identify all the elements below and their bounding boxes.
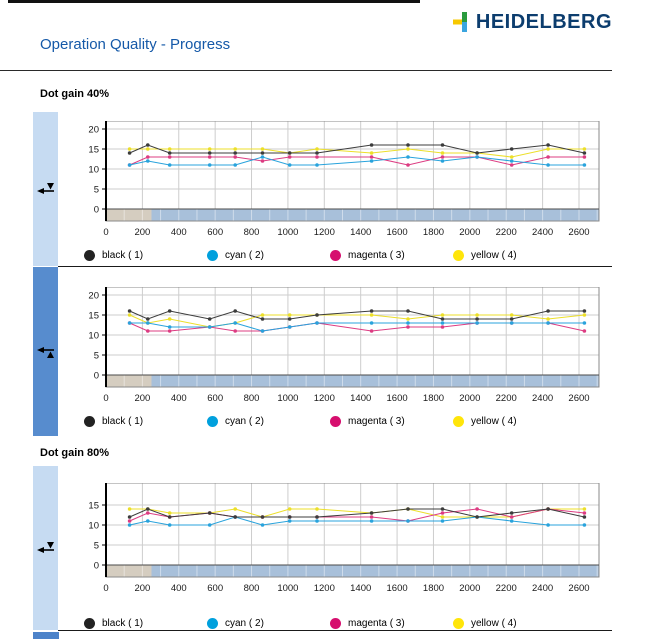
legend-label: magenta ( 3) <box>348 617 405 629</box>
legend-item <box>453 416 576 427</box>
legend-item <box>453 250 576 261</box>
svg-text:20: 20 <box>88 290 99 302</box>
dot-gain-40-front-chart <box>67 121 612 238</box>
svg-text:1400: 1400 <box>350 227 372 238</box>
svg-text:1000: 1000 <box>277 227 299 238</box>
legend <box>67 414 612 428</box>
dot-gain-80-front-chart <box>67 483 612 594</box>
svg-text:20: 20 <box>88 124 99 136</box>
svg-text:2200: 2200 <box>495 583 517 594</box>
svg-text:1800: 1800 <box>422 583 445 594</box>
legend-item <box>207 250 330 261</box>
legend-label: cyan ( 2) <box>225 415 264 427</box>
svg-text:2600: 2600 <box>568 393 590 404</box>
svg-text:800: 800 <box>243 227 260 238</box>
svg-text:1000: 1000 <box>277 393 299 404</box>
sheet-travel-front-icon <box>36 539 56 557</box>
yellow-ink-dot-icon <box>453 618 464 629</box>
legend <box>67 616 612 630</box>
magenta-ink-dot-icon <box>330 618 341 629</box>
sheet-travel-back-icon <box>36 343 56 361</box>
svg-text:0: 0 <box>93 560 99 572</box>
svg-text:200: 200 <box>134 583 151 594</box>
legend-label: yellow ( 4) <box>471 617 517 629</box>
svg-text:5: 5 <box>93 540 99 552</box>
magenta-ink-dot-icon <box>330 250 341 261</box>
heidelberg-logo-text: HEIDELBERG <box>475 11 612 33</box>
legend-item <box>453 618 576 629</box>
chart-area <box>58 112 612 266</box>
legend-label: magenta ( 3) <box>348 415 405 427</box>
svg-text:2000: 2000 <box>459 393 481 404</box>
section-dot-gain-80-front <box>33 466 612 630</box>
svg-text:2000: 2000 <box>459 227 481 238</box>
legend-label: cyan ( 2) <box>225 617 264 629</box>
section-title-dot-gain-80: Dot gain 80% <box>40 447 110 459</box>
legend-label: magenta ( 3) <box>348 249 405 261</box>
heidelberg-plus-icon <box>453 12 475 33</box>
svg-text:800: 800 <box>243 583 260 594</box>
svg-text:1600: 1600 <box>386 583 408 594</box>
svg-text:1800: 1800 <box>422 393 445 404</box>
svg-text:0: 0 <box>103 393 109 404</box>
report-body <box>33 88 612 639</box>
svg-text:400: 400 <box>170 227 187 238</box>
black-ink-dot-icon <box>84 416 95 427</box>
bottom-divider <box>58 630 612 631</box>
svg-text:5: 5 <box>93 350 99 362</box>
chart-area <box>58 466 612 630</box>
svg-text:10: 10 <box>88 520 99 532</box>
svg-text:1200: 1200 <box>313 393 335 404</box>
cyan-ink-dot-icon <box>207 618 218 629</box>
page-title: Operation Quality - Progress <box>40 36 231 53</box>
svg-text:10: 10 <box>88 330 99 342</box>
svg-text:600: 600 <box>207 393 224 404</box>
svg-text:2600: 2600 <box>568 583 590 594</box>
legend-item <box>84 416 207 427</box>
chart-area <box>58 267 612 436</box>
next-section-sidebar-stub[interactable] <box>33 632 59 639</box>
legend-item <box>330 416 453 427</box>
svg-text:200: 200 <box>134 393 151 404</box>
svg-text:2200: 2200 <box>495 393 517 404</box>
legend-item <box>207 618 330 629</box>
svg-text:2400: 2400 <box>532 583 554 594</box>
legend-label: black ( 1) <box>102 249 144 261</box>
svg-text:2000: 2000 <box>459 583 481 594</box>
svg-text:0: 0 <box>93 370 99 382</box>
heidelberg-logo <box>453 11 612 34</box>
svg-text:2200: 2200 <box>495 227 517 238</box>
svg-text:1200: 1200 <box>313 583 335 594</box>
svg-text:0: 0 <box>93 204 99 216</box>
section-dot-gain-40-front <box>33 112 612 266</box>
legend-item <box>330 250 453 261</box>
sidebar-front-side-selector[interactable] <box>33 112 58 266</box>
section-title-dot-gain-40: Dot gain 40% <box>40 88 110 100</box>
svg-text:1200: 1200 <box>313 227 335 238</box>
legend-item <box>330 618 453 629</box>
svg-text:400: 400 <box>170 393 187 404</box>
sheet-travel-front-icon <box>36 180 56 198</box>
svg-text:0: 0 <box>103 583 109 594</box>
sidebar-front-side-selector[interactable] <box>33 466 58 630</box>
legend-label: black ( 1) <box>102 617 144 629</box>
legend-item <box>207 416 330 427</box>
cyan-ink-dot-icon <box>207 416 218 427</box>
svg-text:0: 0 <box>103 227 109 238</box>
legend-item <box>84 618 207 629</box>
yellow-ink-dot-icon <box>453 250 464 261</box>
svg-text:2600: 2600 <box>568 227 590 238</box>
svg-text:600: 600 <box>207 227 224 238</box>
yellow-ink-dot-icon <box>453 416 464 427</box>
black-ink-dot-icon <box>84 250 95 261</box>
svg-text:1600: 1600 <box>386 393 408 404</box>
svg-text:2400: 2400 <box>532 227 554 238</box>
magenta-ink-dot-icon <box>330 416 341 427</box>
sidebar-back-side-selector[interactable] <box>33 267 58 436</box>
svg-text:1600: 1600 <box>386 227 408 238</box>
svg-text:5: 5 <box>93 184 99 196</box>
svg-text:2400: 2400 <box>532 393 554 404</box>
legend-label: yellow ( 4) <box>471 249 517 261</box>
svg-text:15: 15 <box>88 144 99 156</box>
section-dot-gain-40-back <box>33 267 612 436</box>
svg-text:1000: 1000 <box>277 583 299 594</box>
legend-label: black ( 1) <box>102 415 144 427</box>
legend-label: cyan ( 2) <box>225 249 264 261</box>
svg-text:400: 400 <box>170 583 187 594</box>
svg-text:200: 200 <box>134 227 151 238</box>
svg-text:1400: 1400 <box>350 583 372 594</box>
black-ink-dot-icon <box>84 618 95 629</box>
legend <box>67 248 612 262</box>
svg-text:1800: 1800 <box>422 227 445 238</box>
svg-text:15: 15 <box>88 310 99 322</box>
svg-text:600: 600 <box>207 583 224 594</box>
legend-item <box>84 250 207 261</box>
cyan-ink-dot-icon <box>207 250 218 261</box>
legend-label: yellow ( 4) <box>471 415 517 427</box>
header <box>0 0 612 71</box>
svg-text:800: 800 <box>243 393 260 404</box>
svg-text:15: 15 <box>88 500 99 512</box>
svg-text:1400: 1400 <box>350 393 372 404</box>
dot-gain-40-back-chart <box>67 287 612 404</box>
svg-text:10: 10 <box>88 164 99 176</box>
